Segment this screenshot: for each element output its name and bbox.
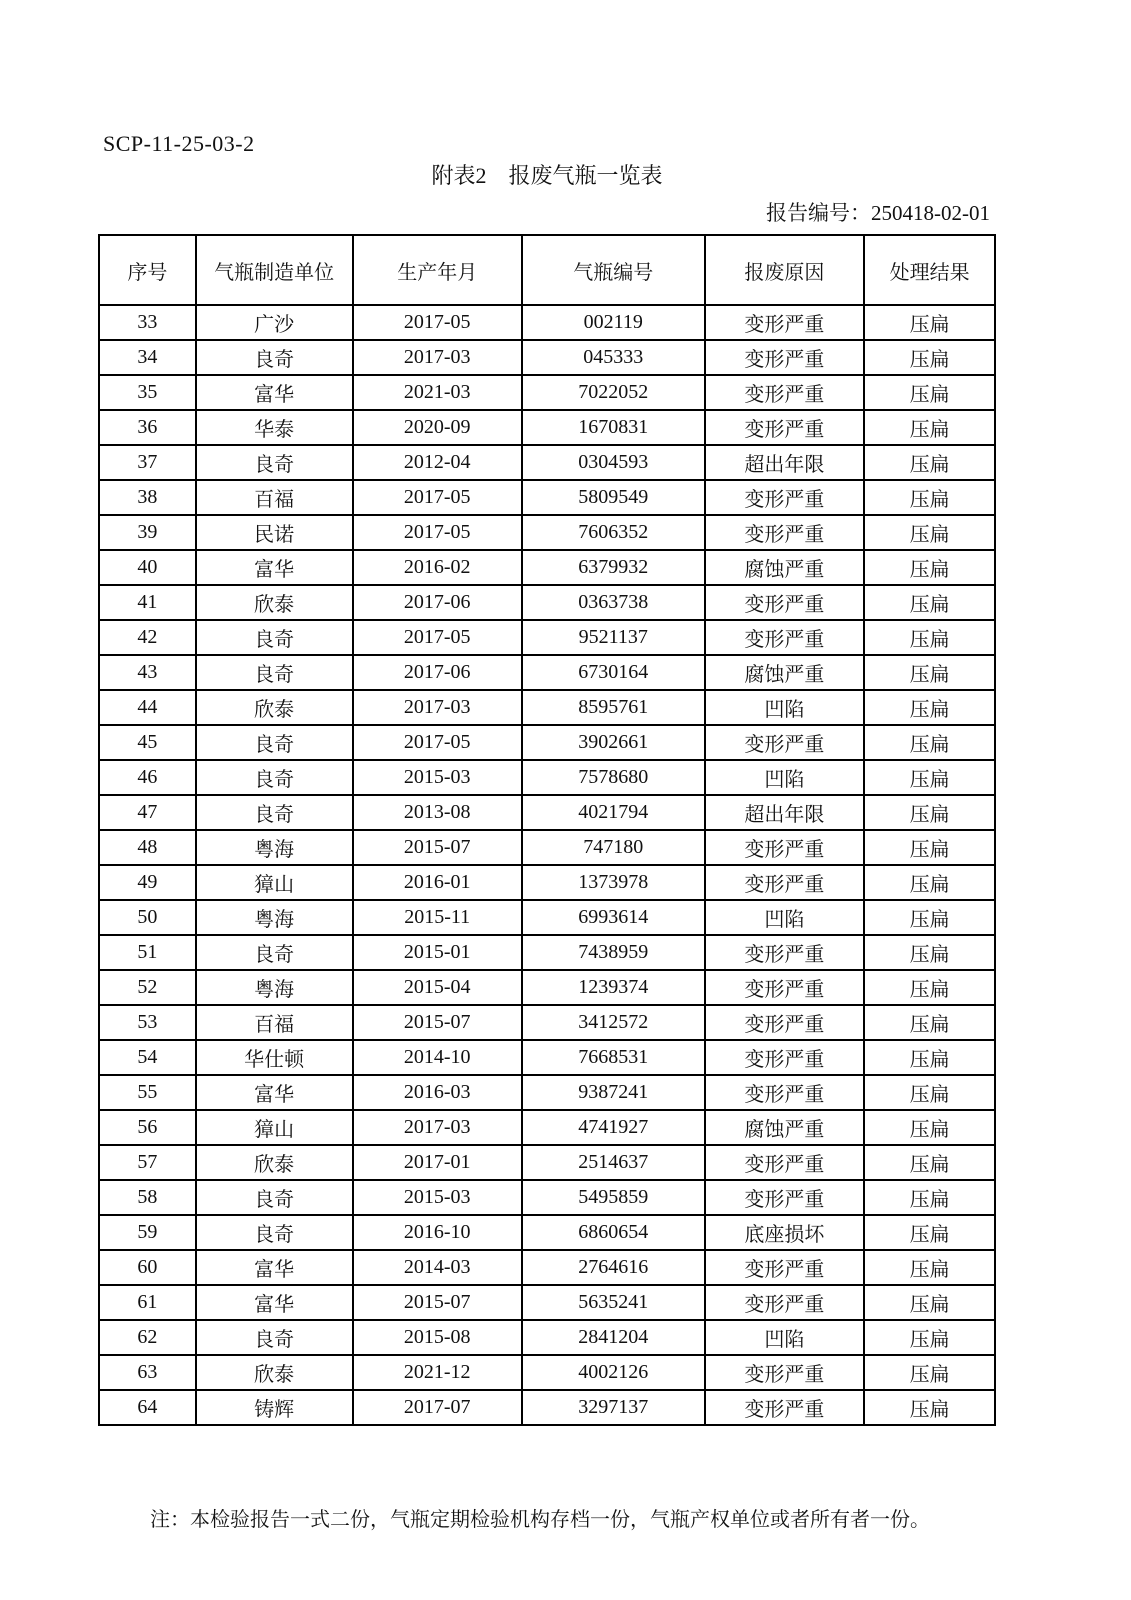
- table-cell: 超出年限: [705, 795, 864, 830]
- table-cell: 42: [99, 620, 196, 655]
- table-body: [99, 305, 995, 1425]
- table-cell: 2841204: [522, 1320, 705, 1355]
- table-cell: 良奇: [196, 725, 353, 760]
- table-cell: 4021794: [522, 795, 705, 830]
- table-cell: 4002126: [522, 1355, 705, 1390]
- table-cell: 压扁: [864, 1320, 995, 1355]
- table-cell: 良奇: [196, 935, 353, 970]
- table-cell: 2017-06: [353, 655, 522, 690]
- table-cell: 43: [99, 655, 196, 690]
- table-cell: 2017-07: [353, 1390, 522, 1425]
- table-cell: 2017-05: [353, 515, 522, 550]
- table-cell: 压扁: [864, 480, 995, 515]
- table-cell: 5635241: [522, 1285, 705, 1320]
- table-cell: 压扁: [864, 795, 995, 830]
- column-header-manufacturer: 气瓶制造单位: [196, 235, 353, 305]
- table-cell: 52: [99, 970, 196, 1005]
- table-cell: 压扁: [864, 305, 995, 340]
- table-row: [99, 900, 995, 935]
- table-row: [99, 620, 995, 655]
- table-cell: 良奇: [196, 340, 353, 375]
- table-cell: 底座损坏: [705, 1215, 864, 1250]
- table-row: [99, 1285, 995, 1320]
- table-cell: 5495859: [522, 1180, 705, 1215]
- table-cell: 压扁: [864, 515, 995, 550]
- table-cell: 40: [99, 550, 196, 585]
- table-cell: 2015-01: [353, 935, 522, 970]
- table-cell: 41: [99, 585, 196, 620]
- table-cell: 压扁: [864, 550, 995, 585]
- table-cell: 2017-05: [353, 620, 522, 655]
- table-cell: 2016-10: [353, 1215, 522, 1250]
- column-header-scrap-reason: 报废原因: [705, 235, 864, 305]
- table-cell: 47: [99, 795, 196, 830]
- table-row: [99, 1040, 995, 1075]
- table-row: [99, 375, 995, 410]
- table-row: [99, 830, 995, 865]
- table-cell: 64: [99, 1390, 196, 1425]
- table-row: [99, 970, 995, 1005]
- table-row: [99, 1355, 995, 1390]
- report-number-label: 报告编号：: [766, 201, 871, 225]
- table-cell: 7606352: [522, 515, 705, 550]
- table-cell: 7578680: [522, 760, 705, 795]
- table-cell: 39: [99, 515, 196, 550]
- table-cell: 4741927: [522, 1110, 705, 1145]
- table-cell: 压扁: [864, 1040, 995, 1075]
- table-cell: 33: [99, 305, 196, 340]
- table-row: [99, 655, 995, 690]
- table-cell: 0304593: [522, 445, 705, 480]
- table-cell: 53: [99, 1005, 196, 1040]
- table-cell: 54: [99, 1040, 196, 1075]
- table-cell: 变形严重: [705, 935, 864, 970]
- table-cell: 变形严重: [705, 1285, 864, 1320]
- table-cell: 045333: [522, 340, 705, 375]
- table-cell: 变形严重: [705, 725, 864, 760]
- table-cell: 压扁: [864, 585, 995, 620]
- table-row: [99, 935, 995, 970]
- table-row: [99, 550, 995, 585]
- table-cell: 变形严重: [705, 480, 864, 515]
- table-cell: 良奇: [196, 620, 353, 655]
- table-row: [99, 795, 995, 830]
- table-row: [99, 1215, 995, 1250]
- table-cell: 良奇: [196, 445, 353, 480]
- table-cell: 2015-07: [353, 1285, 522, 1320]
- table-cell: 腐蚀严重: [705, 550, 864, 585]
- table-cell: 37: [99, 445, 196, 480]
- table-row: [99, 1180, 995, 1215]
- table-row: [99, 725, 995, 760]
- table-cell: 48: [99, 830, 196, 865]
- table-row: [99, 585, 995, 620]
- table-cell: 2016-01: [353, 865, 522, 900]
- table-cell: 凹陷: [705, 1320, 864, 1355]
- report-number-value: 250418-02-01: [871, 201, 990, 225]
- table-cell: 2017-06: [353, 585, 522, 620]
- table-cell: 5809549: [522, 480, 705, 515]
- table-cell: 压扁: [864, 690, 995, 725]
- table-cell: 富华: [196, 1285, 353, 1320]
- table-cell: 6860654: [522, 1215, 705, 1250]
- table-cell: 002119: [522, 305, 705, 340]
- table-cell: 1373978: [522, 865, 705, 900]
- table-cell: 8595761: [522, 690, 705, 725]
- table-cell: 变形严重: [705, 830, 864, 865]
- table-cell: 变形严重: [705, 375, 864, 410]
- table-cell: 2014-03: [353, 1250, 522, 1285]
- table-row: [99, 1250, 995, 1285]
- table-cell: 变形严重: [705, 620, 864, 655]
- table-cell: 压扁: [864, 1215, 995, 1250]
- table-cell: 38: [99, 480, 196, 515]
- table-cell: 富华: [196, 1250, 353, 1285]
- table-cell: 747180: [522, 830, 705, 865]
- table-cell: 63: [99, 1355, 196, 1390]
- table-cell: 良奇: [196, 1180, 353, 1215]
- table-cell: 7022052: [522, 375, 705, 410]
- table-cell: 6730164: [522, 655, 705, 690]
- table-cell: 2016-03: [353, 1075, 522, 1110]
- table-cell: 9521137: [522, 620, 705, 655]
- table-row: [99, 515, 995, 550]
- table-row: [99, 1110, 995, 1145]
- table-cell: 良奇: [196, 1215, 353, 1250]
- table-cell: 变形严重: [705, 1005, 864, 1040]
- table-cell: 粤海: [196, 900, 353, 935]
- table-cell: 压扁: [864, 1075, 995, 1110]
- table-header: [99, 235, 995, 305]
- table-header-row: [99, 235, 995, 305]
- table-cell: 62: [99, 1320, 196, 1355]
- table-cell: 压扁: [864, 1110, 995, 1145]
- table-cell: 獐山: [196, 865, 353, 900]
- table-cell: 腐蚀严重: [705, 655, 864, 690]
- table-cell: 粤海: [196, 830, 353, 865]
- column-header-cylinder-no: 气瓶编号: [522, 235, 705, 305]
- table-cell: 57: [99, 1145, 196, 1180]
- table-cell: 压扁: [864, 375, 995, 410]
- table-cell: 压扁: [864, 1180, 995, 1215]
- table-cell: 压扁: [864, 1145, 995, 1180]
- table-cell: 2015-07: [353, 1005, 522, 1040]
- table-cell: 民诺: [196, 515, 353, 550]
- table-cell: 7438959: [522, 935, 705, 970]
- table-cell: 良奇: [196, 1320, 353, 1355]
- table-row: [99, 1075, 995, 1110]
- table-cell: 粤海: [196, 970, 353, 1005]
- table-cell: 压扁: [864, 1250, 995, 1285]
- table-cell: 6379932: [522, 550, 705, 585]
- table-cell: 55: [99, 1075, 196, 1110]
- table-cell: 2015-11: [353, 900, 522, 935]
- table-cell: 1239374: [522, 970, 705, 1005]
- table-cell: 压扁: [864, 760, 995, 795]
- table-cell: 变形严重: [705, 305, 864, 340]
- table-row: [99, 1005, 995, 1040]
- table-cell: 60: [99, 1250, 196, 1285]
- table-cell: 变形严重: [705, 410, 864, 445]
- table-cell: 2514637: [522, 1145, 705, 1180]
- table-cell: 59: [99, 1215, 196, 1250]
- table-cell: 6993614: [522, 900, 705, 935]
- column-header-disposal: 处理结果: [864, 235, 995, 305]
- table-cell: 变形严重: [705, 515, 864, 550]
- table-cell: 56: [99, 1110, 196, 1145]
- table-cell: 46: [99, 760, 196, 795]
- table-row: [99, 690, 995, 725]
- table-cell: 富华: [196, 375, 353, 410]
- report-number: [766, 197, 990, 227]
- doc-code: SCP-11-25-03-2: [103, 131, 255, 156]
- table-cell: 压扁: [864, 1355, 995, 1390]
- table-cell: 良奇: [196, 655, 353, 690]
- table-cell: 2015-04: [353, 970, 522, 1005]
- table-row: [99, 1320, 995, 1355]
- table-cell: 獐山: [196, 1110, 353, 1145]
- table-cell: 2017-05: [353, 725, 522, 760]
- table-cell: 变形严重: [705, 1075, 864, 1110]
- table-cell: 欣泰: [196, 690, 353, 725]
- table-cell: 压扁: [864, 445, 995, 480]
- table-cell: 61: [99, 1285, 196, 1320]
- table-cell: 2015-03: [353, 1180, 522, 1215]
- page-title: 附表2 报废气瓶一览表: [431, 163, 663, 188]
- table-cell: 超出年限: [705, 445, 864, 480]
- table-cell: 富华: [196, 1075, 353, 1110]
- footer-note: 注：本检验报告一式二份，气瓶定期检验机构存档一份，气瓶产权单位或者所有者一份。: [150, 1509, 930, 1531]
- table-cell: 欣泰: [196, 585, 353, 620]
- table-cell: 2014-10: [353, 1040, 522, 1075]
- table-cell: 2021-12: [353, 1355, 522, 1390]
- table-row: [99, 305, 995, 340]
- table-cell: 2012-04: [353, 445, 522, 480]
- table-cell: 44: [99, 690, 196, 725]
- table-cell: 压扁: [864, 620, 995, 655]
- table-row: [99, 760, 995, 795]
- table-row: [99, 445, 995, 480]
- scrapped-cylinders-table: [98, 234, 996, 1426]
- table-cell: 36: [99, 410, 196, 445]
- table-cell: 良奇: [196, 795, 353, 830]
- column-header-serial: 序号: [99, 235, 196, 305]
- table-cell: 变形严重: [705, 585, 864, 620]
- table-cell: 凹陷: [705, 690, 864, 725]
- table-cell: 压扁: [864, 1285, 995, 1320]
- table-cell: 压扁: [864, 830, 995, 865]
- table-cell: 2017-03: [353, 690, 522, 725]
- column-header-prod-date: 生产年月: [353, 235, 522, 305]
- table-cell: 欣泰: [196, 1355, 353, 1390]
- table-cell: 2015-07: [353, 830, 522, 865]
- table-cell: 压扁: [864, 1005, 995, 1040]
- table-cell: 变形严重: [705, 1040, 864, 1075]
- table-row: [99, 410, 995, 445]
- table-cell: 压扁: [864, 655, 995, 690]
- table-cell: 良奇: [196, 760, 353, 795]
- table-cell: 变形严重: [705, 865, 864, 900]
- table-cell: 华仕顿: [196, 1040, 353, 1075]
- table-cell: 2017-05: [353, 480, 522, 515]
- table-cell: 欣泰: [196, 1145, 353, 1180]
- table-cell: 变形严重: [705, 1145, 864, 1180]
- table-cell: 1670831: [522, 410, 705, 445]
- table-cell: 2017-01: [353, 1145, 522, 1180]
- table-cell: 铸辉: [196, 1390, 353, 1425]
- table-cell: 压扁: [864, 725, 995, 760]
- table-cell: 3902661: [522, 725, 705, 760]
- table-cell: 压扁: [864, 900, 995, 935]
- table-cell: 2017-03: [353, 340, 522, 375]
- table-cell: 2017-03: [353, 1110, 522, 1145]
- table-cell: 华泰: [196, 410, 353, 445]
- table-cell: 压扁: [864, 935, 995, 970]
- table-cell: 58: [99, 1180, 196, 1215]
- table-cell: 广沙: [196, 305, 353, 340]
- table-cell: 2020-09: [353, 410, 522, 445]
- table-cell: 腐蚀严重: [705, 1110, 864, 1145]
- table-cell: 35: [99, 375, 196, 410]
- table-cell: 变形严重: [705, 970, 864, 1005]
- table-cell: 2021-03: [353, 375, 522, 410]
- table-cell: 2764616: [522, 1250, 705, 1285]
- table-cell: 压扁: [864, 340, 995, 375]
- table-cell: 2015-03: [353, 760, 522, 795]
- table-cell: 百福: [196, 480, 353, 515]
- table-cell: 压扁: [864, 1390, 995, 1425]
- table-cell: 压扁: [864, 865, 995, 900]
- table-cell: 压扁: [864, 970, 995, 1005]
- table-row: [99, 1145, 995, 1180]
- table-row: [99, 1390, 995, 1425]
- table-cell: 3412572: [522, 1005, 705, 1040]
- table-cell: 51: [99, 935, 196, 970]
- table-cell: 变形严重: [705, 340, 864, 375]
- table-cell: 7668531: [522, 1040, 705, 1075]
- table-cell: 变形严重: [705, 1250, 864, 1285]
- table-cell: 2013-08: [353, 795, 522, 830]
- table-cell: 变形严重: [705, 1390, 864, 1425]
- table-cell: 凹陷: [705, 760, 864, 795]
- table-cell: 变形严重: [705, 1180, 864, 1215]
- table-cell: 9387241: [522, 1075, 705, 1110]
- table-cell: 0363738: [522, 585, 705, 620]
- table-cell: 49: [99, 865, 196, 900]
- table-cell: 凹陷: [705, 900, 864, 935]
- table-cell: 变形严重: [705, 1355, 864, 1390]
- table-cell: 2017-05: [353, 305, 522, 340]
- table-cell: 2016-02: [353, 550, 522, 585]
- table-cell: 压扁: [864, 410, 995, 445]
- table-cell: 45: [99, 725, 196, 760]
- table-cell: 富华: [196, 550, 353, 585]
- table-row: [99, 340, 995, 375]
- table-row: [99, 480, 995, 515]
- table-cell: 3297137: [522, 1390, 705, 1425]
- table-cell: 50: [99, 900, 196, 935]
- table-cell: 2015-08: [353, 1320, 522, 1355]
- table-cell: 百福: [196, 1005, 353, 1040]
- table-cell: 34: [99, 340, 196, 375]
- table-row: [99, 865, 995, 900]
